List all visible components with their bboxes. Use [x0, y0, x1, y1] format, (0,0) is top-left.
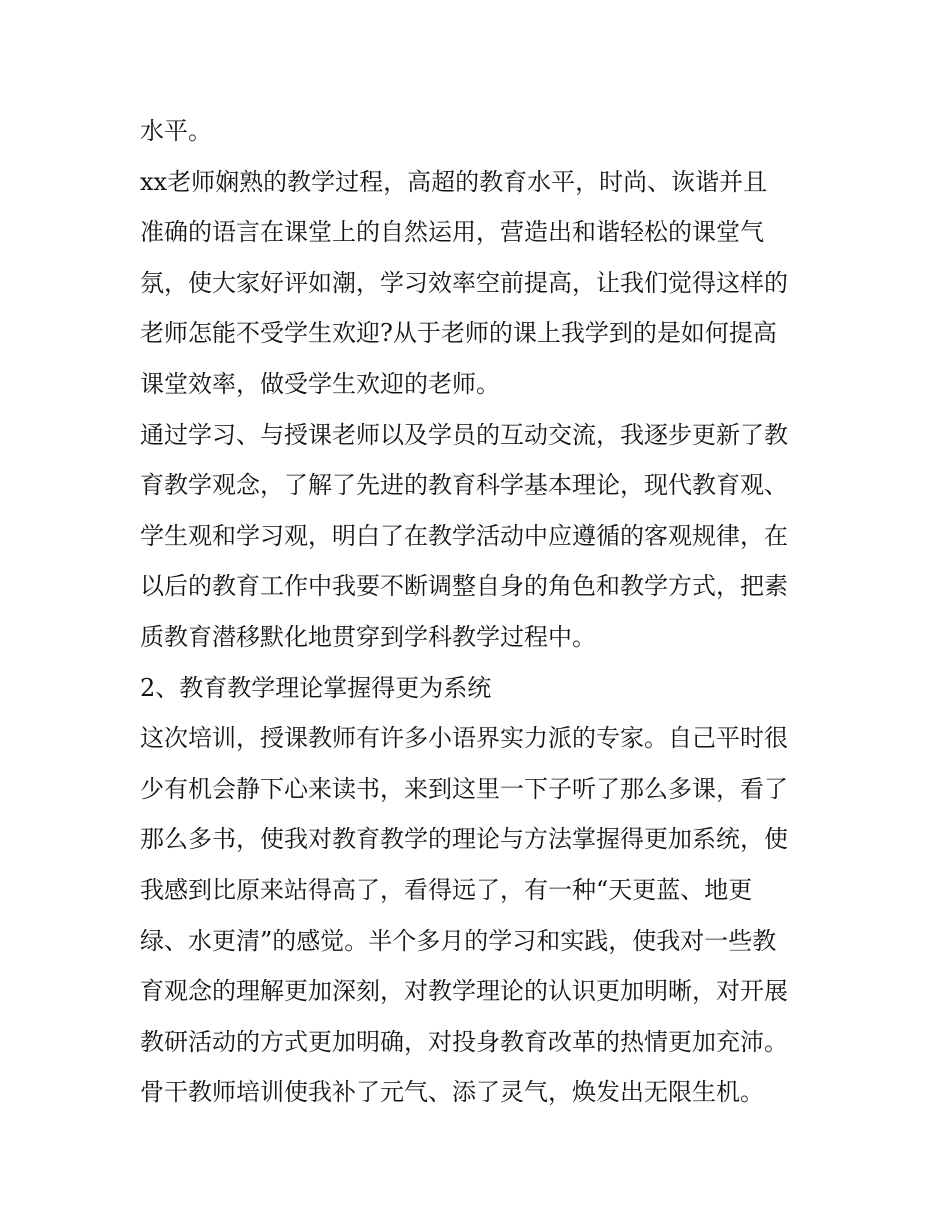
text-line: 准确的语言在课堂上的自然运用，营造出和谐轻松的课堂气 [140, 218, 764, 247]
text-line: 我感到比原来站得高了，看得远了，有一种“天更蓝、地更 [140, 875, 753, 904]
text-line: xx老师娴熟的教学过程，高超的教育水平，时尚、诙谐并且 [140, 167, 768, 196]
text-line: 育观念的理解更加深刻，对教学理论的认识更加明晰，对开展 [140, 977, 788, 1006]
text-line: 氛，使大家好评如潮，学习效率空前提高，让我们觉得这样的 [140, 268, 788, 297]
text-line: 学生观和学习观，明白了在教学活动中应遵循的客观规律，在 [140, 521, 788, 550]
section-heading: 2、教育教学理论掌握得更为系统 [140, 673, 492, 702]
text-line: 通过学习、与授课老师以及学员的互动交流，我逐步更新了教 [140, 420, 788, 449]
text-line: 育教学观念，了解了先进的教育科学基本理论，现代教育观、 [140, 471, 788, 500]
text-line: 绿、水更清”的感觉。半个多月的学习和实践，使我对一些教 [140, 926, 777, 955]
text-line: 质教育潜移默化地贯穿到学科教学过程中。 [140, 622, 596, 651]
text-line: 少有机会静下心来读书，来到这里一下子听了那么多课，看了 [140, 774, 788, 803]
text-line: 那么多书，使我对教育教学的理论与方法掌握得更加系统，使 [140, 825, 788, 854]
text-line: 教研活动的方式更加明确，对投身教育改革的热情更加充沛。 [140, 1027, 788, 1056]
text-line: 课堂效率，做受学生欢迎的老师。 [140, 369, 500, 398]
text-line: 水平。 [140, 117, 212, 145]
text-line: 这次培训，授课教师有许多小语界实力派的专家。自己平时很 [140, 724, 788, 753]
text-line: 骨干教师培训使我补了元气、添了灵气，焕发出无限生机。 [140, 1078, 764, 1107]
document-body [140, 106, 820, 1118]
text-line: 以后的教育工作中我要不断调整自身的角色和教学方式，把素 [140, 572, 788, 601]
text-line: 老师怎能不受学生欢迎?从于老师的课上我学到的是如何提高 [140, 319, 777, 348]
